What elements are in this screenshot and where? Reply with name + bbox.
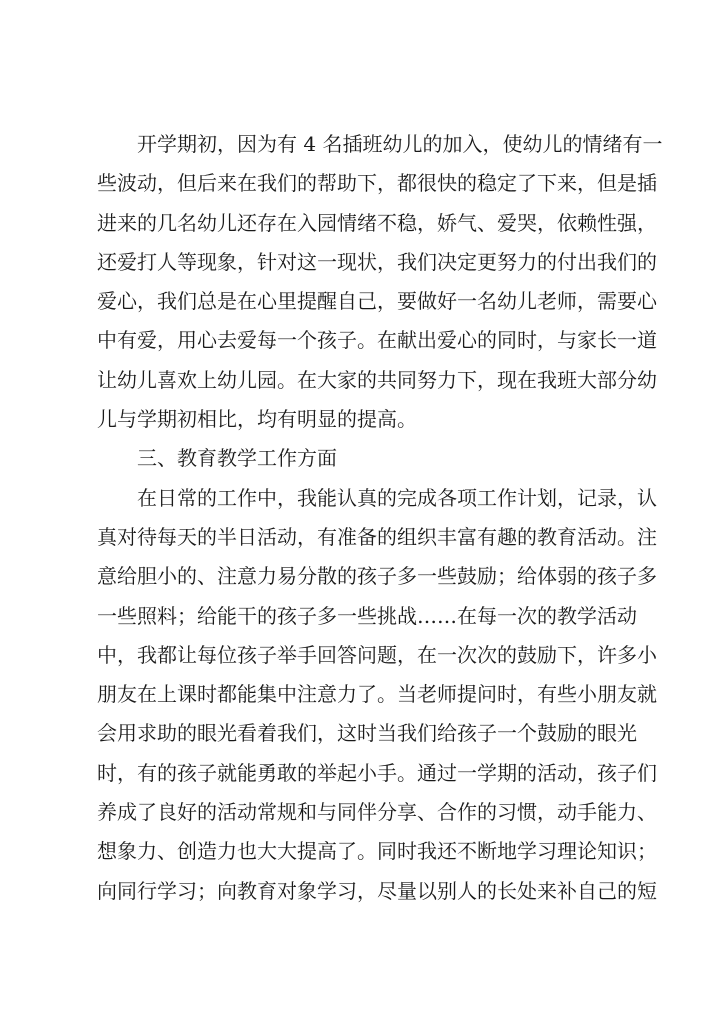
- text-line: 爱心，我们总是在心里提醒自己，要做好一名幼儿老师，需要心: [97, 289, 657, 314]
- text-line: 在日常的工作中，我能认真的完成各项工作计划，记录，认: [137, 485, 657, 510]
- text-line: 让幼儿喜欢上幼儿园。在大家的共同努力下，现在我班大部分幼: [97, 367, 657, 392]
- text-line: 真对待每天的半日活动，有准备的组织丰富有趣的教育活动。注: [97, 524, 657, 549]
- text-line: 向同行学习；向教育对象学习，尽量以别人的长处来补自己的短: [97, 878, 657, 903]
- text-line: 朋友在上课时都能集中注意力了。当老师提问时，有些小朋友就: [97, 682, 657, 707]
- text-line: 想象力、创造力也大大提高了。同时我还不断地学习理论知识；: [97, 839, 657, 864]
- text-line: 一些照料；给能干的孩子多一些挑战……在每一次的教学活动: [97, 603, 637, 628]
- text-line: 时，有的孩子就能勇敢的举起小手。通过一学期的活动，孩子们: [97, 760, 657, 785]
- text-line: 会用求助的眼光看着我们，这时当我们给孩子一个鼓励的眼光: [97, 721, 637, 746]
- text-line: 还爱打人等现象，针对这一现状，我们决定更努力的付出我们的: [97, 249, 657, 274]
- body-text: [97, 125, 663, 911]
- text-line: 进来的几名幼儿还存在入园情绪不稳，娇气、爱哭，依赖性强，: [97, 210, 657, 235]
- text-line: 中有爱，用心去爱每一个孩子。在献出爱心的同时，与家长一道: [97, 328, 657, 353]
- text-line: 中，我都让每位孩子举手回答问题，在一次次的鼓励下，许多小: [97, 642, 657, 667]
- text-line: 三、教育教学工作方面: [137, 446, 337, 471]
- text-line: 养成了良好的活动常规和与同伴分享、合作的习惯，动手能力、: [97, 800, 657, 825]
- text-line: 些波动，但后来在我们的帮助下，都很快的稳定了下来，但是插: [97, 171, 657, 196]
- text-line: 意给胆小的、注意力易分散的孩子多一些鼓励；给体弱的孩子多: [97, 564, 657, 589]
- text-line: 儿与学期初相比，均有明显的提高。: [97, 407, 417, 432]
- text-line: 开学期初，因为有 4 名插班幼儿的加入，使幼儿的情绪有一: [137, 132, 663, 156]
